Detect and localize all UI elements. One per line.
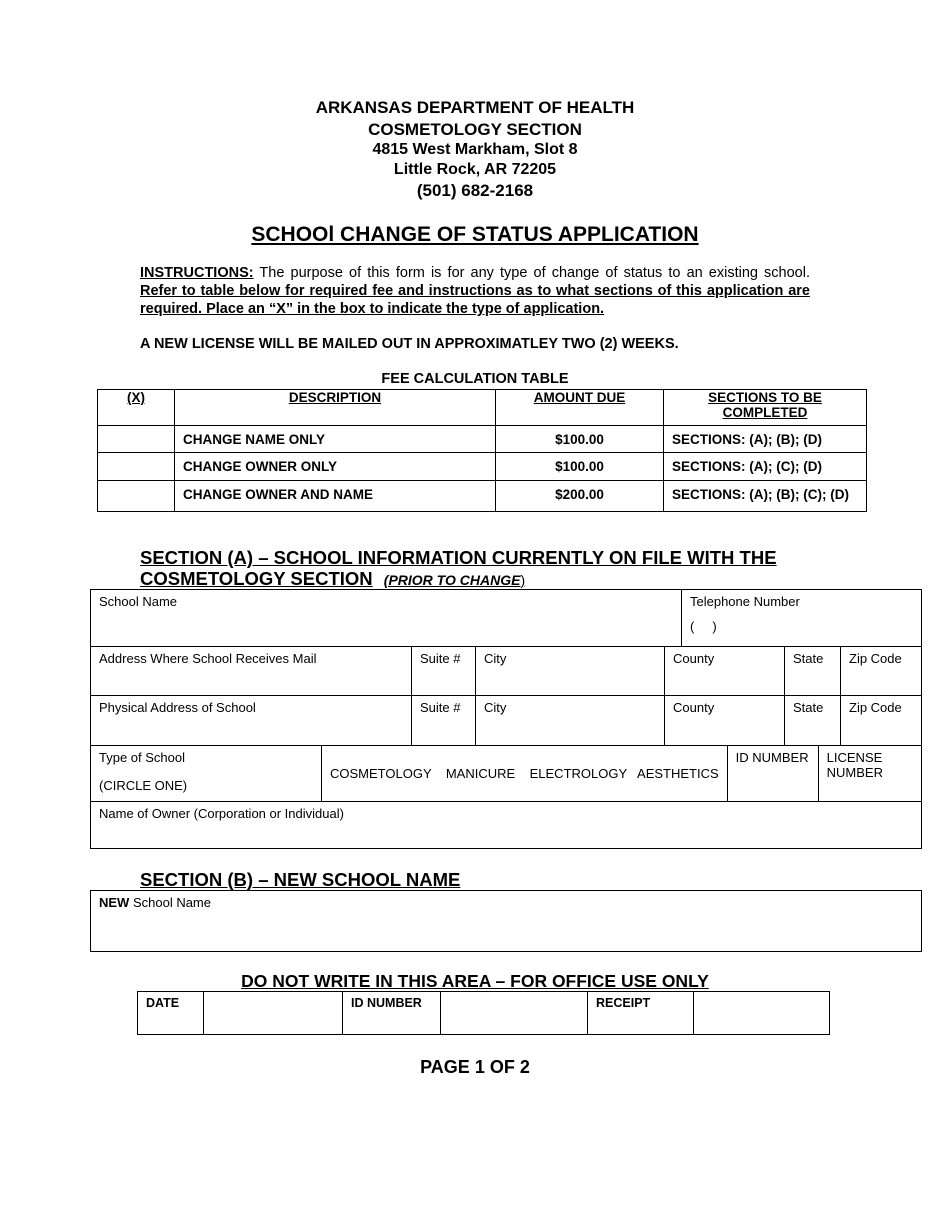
office-date-label: DATE — [138, 992, 204, 1035]
physical-address-table — [90, 695, 922, 746]
owner-table — [90, 801, 922, 849]
section-b-title: SECTION (B) – NEW SCHOOL NAME — [140, 869, 461, 890]
mail-county-field[interactable]: County — [665, 647, 785, 696]
school-name-table — [90, 589, 922, 647]
section-name: COSMETOLOGY SECTION — [368, 120, 582, 139]
header-description: DESCRIPTION — [175, 390, 496, 426]
new-school-name-field[interactable]: NEW School Name — [91, 891, 922, 952]
city-address: Little Rock, AR 72205 — [393, 161, 557, 178]
telephone-field[interactable]: Telephone Number ( ) — [682, 590, 922, 647]
x-checkbox-change-owner-and-name[interactable] — [98, 481, 175, 512]
office-date-field — [204, 992, 343, 1035]
office-receipt-label: RECEIPT — [588, 992, 694, 1035]
mail-suite-field[interactable]: Suite # — [412, 647, 476, 696]
header-x: (X) — [98, 390, 175, 426]
new-school-name-table — [90, 890, 922, 952]
agency-name: ARKANSAS DEPARTMENT OF HEALTH — [315, 98, 635, 117]
instructions-bold-text: Refer to table below for required fee and instructions as to what sections of this application are required. Place an “X” in the box to indicate the type of application. — [140, 283, 810, 317]
instructions-text: The purpose of this form is for any type of change of status to an existing school. — [253, 265, 810, 281]
x-checkbox-change-name[interactable] — [98, 426, 175, 453]
table-row — [98, 481, 867, 512]
office-id-field — [441, 992, 588, 1035]
header-amount: AMOUNT DUE — [496, 390, 664, 426]
phone-area-code: ( ) — [690, 619, 717, 634]
physical-zip-field[interactable]: Zip Code — [841, 696, 922, 746]
physical-state-field[interactable]: State — [785, 696, 841, 746]
prior-to-change-note: (PRIOR TO CHANGE — [383, 572, 521, 588]
table-row — [98, 426, 867, 453]
license-number-field[interactable]: LICENSE NUMBER — [818, 746, 921, 802]
row-description: CHANGE NAME ONLY — [175, 426, 496, 453]
type-of-school-label: Type of School (CIRCLE ONE) — [91, 746, 322, 802]
office-receipt-field — [694, 992, 830, 1035]
agency-phone: (501) 682-2168 — [416, 181, 534, 200]
office-use-table — [137, 991, 830, 1035]
physical-city-field[interactable]: City — [476, 696, 665, 746]
x-checkbox-change-owner[interactable] — [98, 453, 175, 481]
mail-address-field[interactable]: Address Where School Receives Mail — [91, 647, 412, 696]
header-sections: SECTIONS TO BE COMPLETED — [664, 390, 867, 426]
fee-table-header — [98, 390, 867, 426]
section-a-title-line2: COSMETOLOGY SECTION (PRIOR TO CHANGE) — [140, 568, 526, 589]
physical-address-field[interactable]: Physical Address of School — [91, 696, 412, 746]
fee-table — [97, 389, 867, 512]
page-title: SCHOOl CHANGE OF STATUS APPLICATION — [251, 223, 699, 246]
license-notice: A NEW LICENSE WILL BE MAILED OUT IN APPROXIMATLEY TWO (2) WEEKS. — [140, 336, 679, 352]
row-sections: SECTIONS: (A); (B); (C); (D) — [664, 481, 867, 512]
school-type-options[interactable]: COSMETOLOGY MANICURE ELECTROLOGY AESTHETICS — [322, 746, 728, 802]
physical-suite-field[interactable]: Suite # — [412, 696, 476, 746]
mail-zip-field[interactable]: Zip Code — [841, 647, 922, 696]
school-type-table — [90, 745, 922, 802]
row-sections: SECTIONS: (A); (C); (D) — [664, 453, 867, 481]
page-number: PAGE 1 OF 2 — [420, 1057, 530, 1077]
fee-table-caption: FEE CALCULATION TABLE — [381, 371, 569, 387]
street-address: 4815 West Markham, Slot 8 — [372, 141, 578, 158]
mail-state-field[interactable]: State — [785, 647, 841, 696]
id-number-field[interactable]: ID NUMBER — [727, 746, 818, 802]
mail-address-table — [90, 646, 922, 696]
owner-name-field[interactable]: Name of Owner (Corporation or Individual) — [91, 802, 922, 849]
mail-city-field[interactable]: City — [476, 647, 665, 696]
row-amount: $100.00 — [496, 453, 664, 481]
row-sections: SECTIONS: (A); (B); (D) — [664, 426, 867, 453]
physical-county-field[interactable]: County — [665, 696, 785, 746]
row-amount: $100.00 — [496, 426, 664, 453]
row-amount: $200.00 — [496, 481, 664, 512]
row-description: CHANGE OWNER AND NAME — [175, 481, 496, 512]
section-a-title: SECTION (A) – SCHOOL INFORMATION CURRENTLY ON FILE WITH THE — [140, 547, 777, 568]
row-description: CHANGE OWNER ONLY — [175, 453, 496, 481]
office-use-title: DO NOT WRITE IN THIS AREA – FOR OFFICE USE ONLY — [241, 971, 709, 991]
instructions-label: INSTRUCTIONS: — [140, 265, 254, 281]
instructions — [140, 264, 810, 318]
school-name-field[interactable]: School Name — [91, 590, 682, 647]
office-id-label: ID NUMBER — [343, 992, 441, 1035]
table-row — [98, 453, 867, 481]
